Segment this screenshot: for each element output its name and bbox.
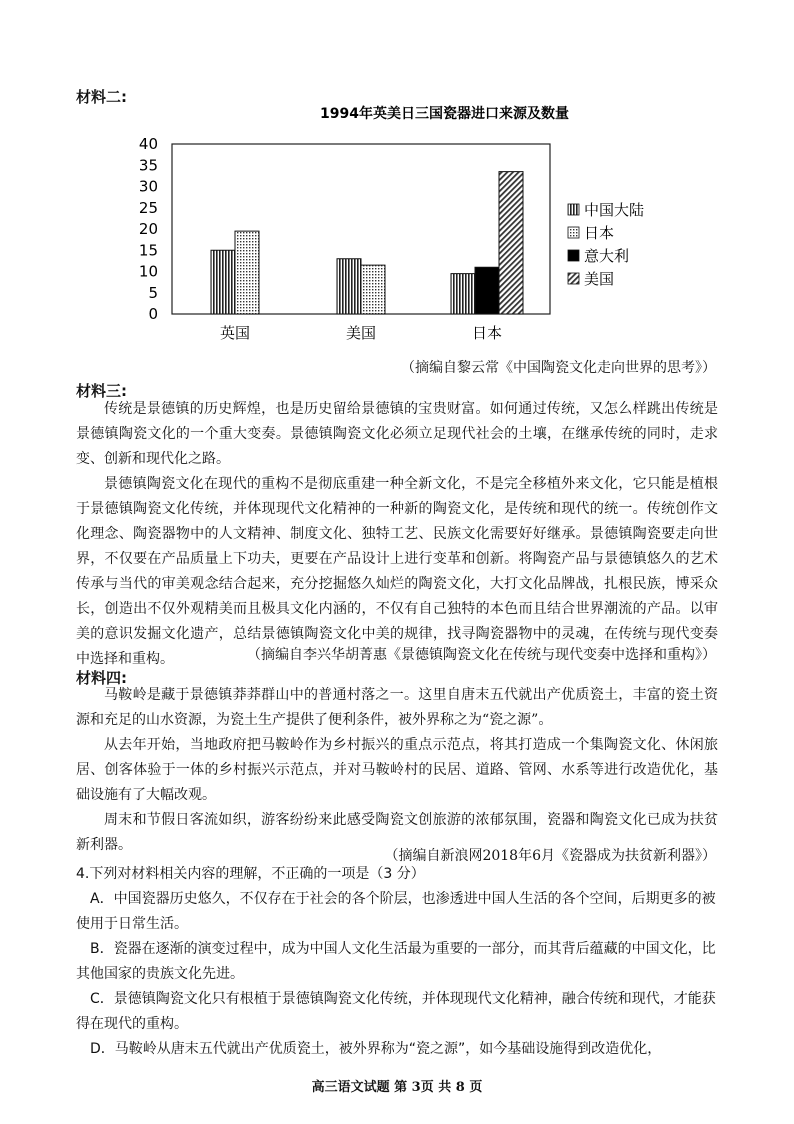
y-tick-label: 5 <box>148 283 158 302</box>
material-three-body <box>76 397 718 672</box>
y-tick-label: 10 <box>138 262 158 281</box>
bar-意大利-日本 <box>475 267 499 314</box>
bar-日本-美国 <box>361 265 385 314</box>
legend-label: 意大利 <box>584 247 630 265</box>
material-four-paragraph: 从去年开始，当地政府把马鞍岭作为乡村振兴的重点示范点，将其打造成一个集陶瓷文化、休闲旅居、创客体验于一体的乡村振兴示范点，并对马鞍岭村的民居、道路、管网、水系等进行改造优化，基础设施有了大幅改观。 <box>76 737 718 803</box>
x-category-label: 日本 <box>471 324 503 342</box>
chart-title: 1994年英美日三国瓷器进口来源及数量 <box>320 106 569 122</box>
x-category-label: 英国 <box>219 324 251 342</box>
legend-swatch <box>568 273 579 284</box>
material-three-heading: 材料三: <box>76 382 127 400</box>
legend-swatch <box>568 250 579 261</box>
legend-label: 中国大陆 <box>584 201 645 219</box>
bar-中国大陆-美国 <box>337 259 361 314</box>
y-tick-label: 40 <box>138 135 158 153</box>
material-three-paragraph: 传统是景德镇的历史辉煌，也是历史留给景德镇的宝贵财富。如何通过传统，又怎么样跳出传统是景德镇陶瓷文化的一个重大变奏。景德镇陶瓷文化必须立足现代社会的土壤，在继承传统的同时，走求变、创新和现代化之路。 <box>76 401 718 467</box>
y-axis-ticks <box>139 135 158 323</box>
material-four-heading: 材料四: <box>76 669 127 687</box>
y-tick-label: 20 <box>138 220 158 238</box>
x-axis-labels <box>220 324 502 342</box>
bar-美国-日本 <box>499 172 523 314</box>
bars-group <box>211 172 523 314</box>
question-four <box>76 862 718 1062</box>
material-four-paragraph: 周末和节假日客流如织，游客纷纷来此感受陶瓷文创旅游的浓郁氛围，瓷器和陶瓷文化已成为扶贫新利器。 <box>76 812 718 853</box>
material-two-heading: 材料二: <box>76 88 127 106</box>
x-category-label: 美国 <box>345 324 377 342</box>
bar-中国大陆-英国 <box>211 250 235 314</box>
material-four-source: （摘编自新浪网2018年6月《瓷器成为扶贫新利器》） <box>384 848 716 864</box>
material-four-body <box>76 683 718 858</box>
material-three-paragraph: 景德镇陶瓷文化在现代的重构不是彻底重建一种全新文化，不是完全移植外来文化，它只能是植根于景德镇陶瓷文化传统，并体现现代文化精神的一种新的陶瓷文化，是传统和现代的统一。传统创作文化理念、陶瓷器物中的人文精神、制度文化、独特工艺、民族文化需要好好继承。景德镇陶瓷要走向世界，不仅要在产品质量上下功夫，更要在产品设计上进行变革和创新。将陶瓷产品与景德镇悠久的艺术传承与当代的审美观念结合起来，充分挖掘悠久灿烂的陶瓷文化，大打文化品牌战，扎根民族，博采众长，创造出不仅外观精美而且极具文化内涵的，不仅有自己独特的本色而且结合世界潮流的产品。以审美的意识发掘文化遗产，总结景德镇陶瓷文化中美的规律，找寻陶瓷器物中的灵魂，在传统与现代变奏中选择和重构。 <box>76 476 718 667</box>
bar-中国大陆-日本 <box>451 274 475 314</box>
page-footer: 高三语文试题 第 3页 共 8 页 <box>311 1080 483 1095</box>
material-two-source: （摘编自黎云常《中国陶瓷文化走向世界的思考》） <box>401 360 716 376</box>
option-d: D．马鞍岭从唐末五代就出产优质瓷土，被外界称为“瓷之源”，如今基础设施得到改造优化， <box>90 1041 662 1057</box>
y-tick-label: 35 <box>138 156 158 175</box>
material-four-paragraph: 马鞍岭是藏于景德镇莽莽群山中的普通村落之一。这里自唐末五代就出产优质瓷土，丰富的瓷土资源和充足的山水资源，为瓷土生产提供了便利条件，被外界称之为“瓷之源”。 <box>76 687 718 728</box>
legend-label: 日本 <box>584 224 615 242</box>
option-c: C．景德镇陶瓷文化只有根植于景德镇陶瓷文化传统，并体现现代文化精神，融合传统和现代，才能获得在现代的重构。 <box>76 991 716 1032</box>
chart-legend <box>568 201 644 288</box>
option-b: B．瓷器在逐渐的演变过程中，成为中国人文化生活最为重要的一部分，而其背后蕴藏的中国文化，比其他国家的贵族文化先进。 <box>76 941 716 982</box>
material-three-source: （摘编自李兴华胡菁惠《景德镇陶瓷文化在传统与现代变奏中选择和重构》） <box>247 647 716 663</box>
y-tick-label: 0 <box>148 305 158 323</box>
y-tick-label: 30 <box>138 177 158 196</box>
legend-swatch <box>568 204 579 215</box>
import-bar-chart <box>120 100 680 350</box>
option-a: A．中国瓷器历史悠久，不仅存在于社会的各个阶层，也渗透进中国人生活的各个空间，后期更多的被使用于日常生活。 <box>76 891 716 932</box>
legend-swatch <box>568 227 579 238</box>
bar-日本-英国 <box>235 231 259 314</box>
question-stem: 4.下列对材料相关内容的理解，不正确的一项是（3 分） <box>76 866 425 882</box>
legend-label: 美国 <box>584 270 615 288</box>
y-tick-label: 15 <box>138 241 158 260</box>
y-tick-label: 25 <box>138 198 158 217</box>
